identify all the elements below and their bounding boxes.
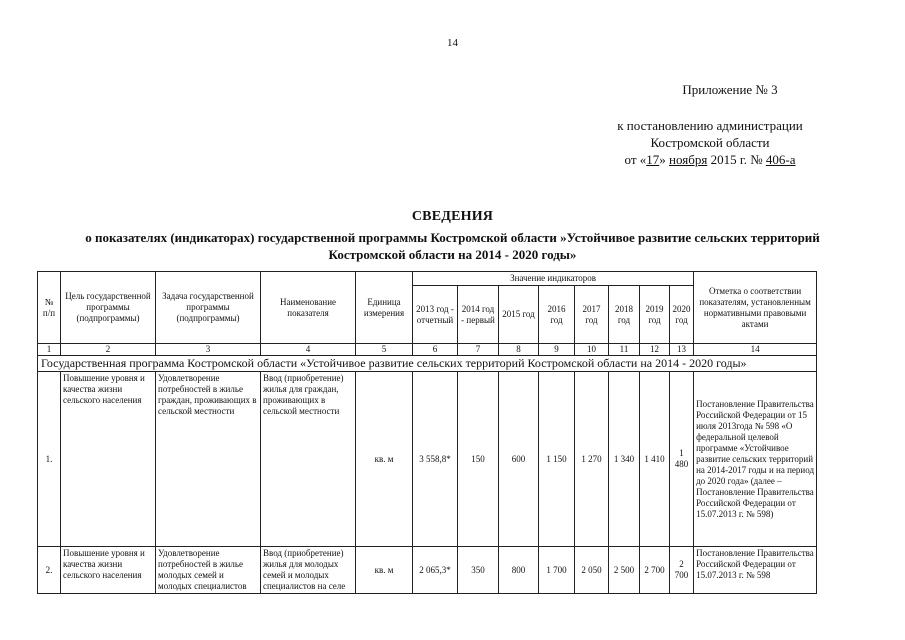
row-task: Удовлетворение потребностей в жилье молодых семей и молодых специалистов	[156, 547, 261, 594]
column-number-row	[38, 344, 817, 356]
column-number: 11	[609, 344, 640, 356]
page-number: 14	[447, 37, 458, 49]
row-value-2019: 1 410	[640, 372, 670, 547]
row-value-2018: 2 500	[609, 547, 640, 594]
decree-line-1: к постановлению администрации	[617, 118, 803, 133]
row-value-2013: 3 558,8*	[413, 372, 458, 547]
header-year-2017: 2017 год	[575, 286, 609, 344]
header-goal: Цель государственной программы (подпрограммы)	[61, 272, 156, 344]
decree-number: 406-а	[765, 152, 796, 167]
date-mid: »	[659, 152, 670, 167]
decree-date-line	[580, 151, 840, 168]
decree-reference	[580, 117, 840, 168]
row-num: 2.	[38, 547, 61, 594]
header-task: Задача государственной программы (подпрограммы)	[156, 272, 261, 344]
row-value-2015: 600	[499, 372, 539, 547]
column-number: 12	[640, 344, 670, 356]
header-year-2015: 2015 год	[499, 286, 539, 344]
row-compliance: Постановление Правительства Российской Федерации от 15.07.2013 г. № 598	[694, 547, 817, 594]
row-value-2014: 350	[458, 547, 499, 594]
table-row	[38, 547, 817, 594]
row-value-2020: 2 700	[670, 547, 694, 594]
row-compliance: Постановление Правительства Российской Федерации от 15 июля 2013года № 598 «О федеральной целевой программе «Устойчивое развитие сельских территорий на 2014-2017 годы и на период до 2020 года» (далее – Постановление Правительства Российской Федерации от 15.07.2013 г. № 598)	[694, 372, 817, 547]
date-day: 17	[646, 152, 660, 167]
row-value-2017: 2 050	[575, 547, 609, 594]
column-number: 14	[694, 344, 817, 356]
row-unit: кв. м	[356, 547, 413, 594]
column-number: 8	[499, 344, 539, 356]
program-title: Государственная программа Костромской области «Устойчивое развитие сельских территорий Костромской области на 2014 - 2020 годы»	[38, 356, 817, 372]
row-indicator: Ввод (приобретение) жилья для молодых семей и молодых специалистов на селе	[261, 547, 356, 594]
decree-line-2: Костромской области	[650, 135, 770, 150]
row-value-2013: 2 065,3*	[413, 547, 458, 594]
header-indicator: Наименование показателя	[261, 272, 356, 344]
subheading-line-2: Костромской области на 2014 - 2020 годы»	[328, 247, 577, 262]
row-unit: кв. м	[356, 372, 413, 547]
header-values-group: Значение индикаторов	[413, 272, 694, 286]
header-num: № п/п	[38, 272, 61, 344]
subheading-line-1: о показателях (индикаторах) государственной программы Костромской области »Устойчивое развитие сельских территорий	[85, 230, 820, 245]
header-compliance: Отметка о соответствии показателям, установленным нормативными правовыми актами	[694, 272, 817, 344]
date-year: 2015 г. №	[707, 152, 766, 167]
date-month: ноября	[669, 152, 708, 167]
program-row	[38, 356, 817, 372]
column-number: 4	[261, 344, 356, 356]
column-number: 6	[413, 344, 458, 356]
column-number: 3	[156, 344, 261, 356]
header-year-2019: 2019 год	[640, 286, 670, 344]
row-num: 1.	[38, 372, 61, 547]
row-value-2020: 1 480	[670, 372, 694, 547]
document-subheading	[40, 229, 865, 263]
column-number: 7	[458, 344, 499, 356]
row-value-2016: 1 700	[539, 547, 575, 594]
table-row	[38, 372, 817, 547]
column-number: 1	[38, 344, 61, 356]
header-unit: Единица измерения	[356, 272, 413, 344]
header-year-2013: 2013 год - отчетный	[413, 286, 458, 344]
column-number: 5	[356, 344, 413, 356]
header-year-2020: 2020 год	[670, 286, 694, 344]
column-number: 2	[61, 344, 156, 356]
document-heading: СВЕДЕНИЯ	[411, 209, 494, 224]
date-prefix: от «	[624, 152, 647, 167]
row-value-2017: 1 270	[575, 372, 609, 547]
row-value-2016: 1 150	[539, 372, 575, 547]
row-task: Удовлетворение потребностей в жилье граждан, проживающих в сельской местности	[156, 372, 261, 547]
indicators-table	[37, 271, 817, 594]
row-value-2014: 150	[458, 372, 499, 547]
header-year-2016: 2016 год	[539, 286, 575, 344]
header-year-2014: 2014 год - первый	[458, 286, 499, 344]
appendix-title: Приложение № 3	[682, 82, 778, 97]
column-number: 13	[670, 344, 694, 356]
row-indicator: Ввод (приобретение) жилья для граждан, проживающих в сельской местности	[261, 372, 356, 547]
column-number: 10	[575, 344, 609, 356]
row-value-2019: 2 700	[640, 547, 670, 594]
row-goal: Повышение уровня и качества жизни сельского населения	[61, 372, 156, 547]
row-goal: Повышение уровня и качества жизни сельского населения	[61, 547, 156, 594]
header-year-2018: 2018 год	[609, 286, 640, 344]
column-number: 9	[539, 344, 575, 356]
row-value-2018: 1 340	[609, 372, 640, 547]
row-value-2015: 800	[499, 547, 539, 594]
